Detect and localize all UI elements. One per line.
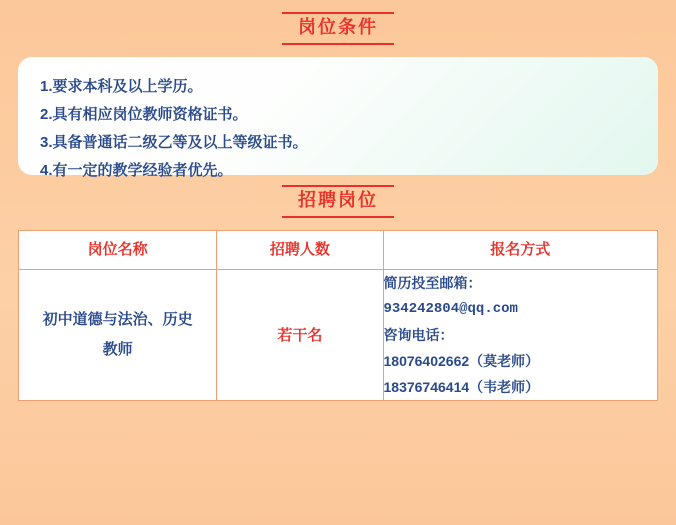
table-header-cell xyxy=(383,230,658,269)
positions-table xyxy=(18,230,658,401)
condition-item: 4.有一定的教学经验者优先。 xyxy=(40,161,233,179)
positions-heading-wrap xyxy=(18,185,658,218)
apply-line-phone-1: 18076402662（莫老师） xyxy=(383,352,540,369)
apply-line-email: 934242804@qq.com xyxy=(383,300,518,317)
column-header-count: 招聘人数 xyxy=(217,231,382,269)
table-header-row xyxy=(19,230,658,269)
poster-page xyxy=(0,12,676,525)
position-name-line2: 教师 xyxy=(102,340,133,358)
conditions-heading: 岗位条件 xyxy=(282,12,394,45)
positions-heading: 招聘岗位 xyxy=(282,185,394,218)
condition-item: 1.要求本科及以上学历。 xyxy=(40,77,203,95)
cell-apply-method xyxy=(383,269,658,400)
table-header-cell xyxy=(217,230,383,269)
apply-line-phone-label: 咨询电话： xyxy=(383,326,454,343)
column-header-name: 岗位名称 xyxy=(19,231,216,269)
conditions-box xyxy=(18,57,658,179)
position-name-line1: 初中道德与法治、历史 xyxy=(42,310,193,328)
cell-position-name xyxy=(19,269,217,400)
condition-item: 3.具备普通话二级乙等及以上等级证书。 xyxy=(40,133,308,151)
condition-item: 2.具有相应岗位教师资格证书。 xyxy=(40,105,248,123)
conditions-heading-wrap xyxy=(18,12,658,45)
column-header-apply: 报名方式 xyxy=(384,231,658,269)
table-row xyxy=(19,269,658,400)
cell-position-count: 若干名 xyxy=(217,269,383,400)
apply-line-phone-2: 18376746414（韦老师） xyxy=(383,378,540,395)
apply-line-email-label: 简历投至邮箱： xyxy=(383,274,482,291)
table-header-cell xyxy=(19,230,217,269)
